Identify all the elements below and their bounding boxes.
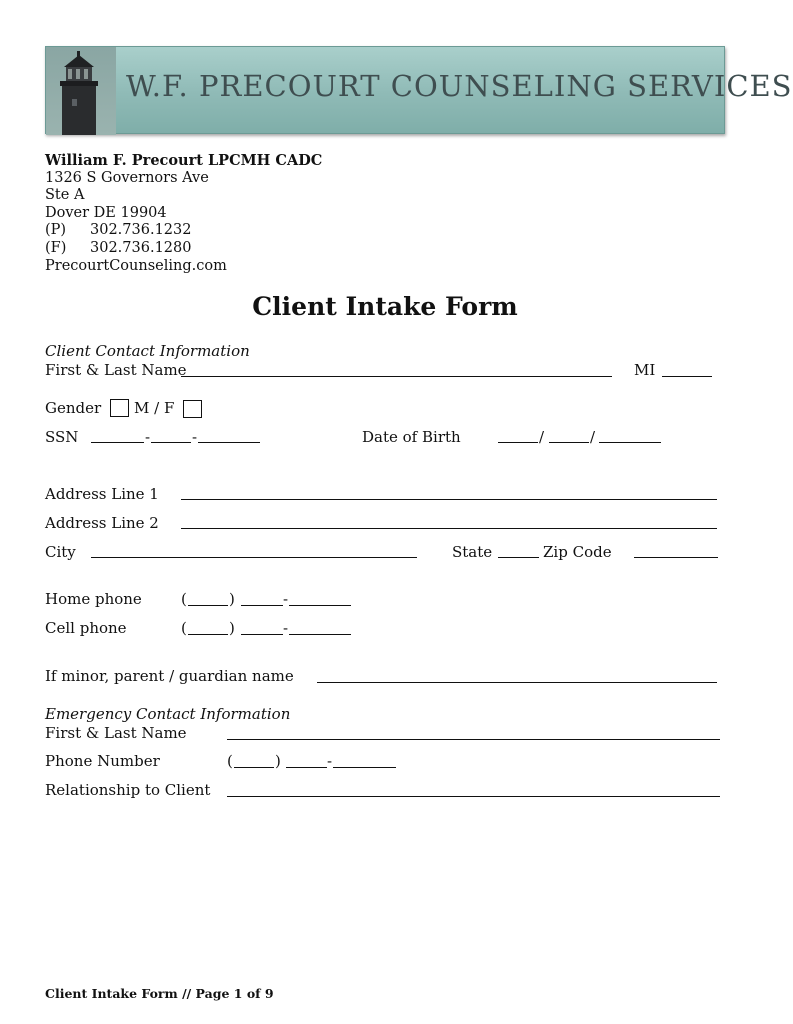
guardian-name-field[interactable] [317,682,717,683]
dob-label: Date of Birth [362,428,461,446]
client-name-label: First & Last Name [45,361,187,379]
phone-number: 302.736.1232 [90,222,192,239]
banner-title: W.F. PRECOURT COUNSELING SERVICES [126,69,793,103]
phone-dash: - [327,752,333,770]
relationship-field[interactable] [227,796,720,797]
dob-month-field[interactable] [498,442,538,443]
relationship-label: Relationship to Client [45,781,211,799]
emergency-phone-area-field[interactable] [234,767,274,768]
phone-dash: - [283,619,289,637]
phone-paren-open: ( [227,752,233,770]
mi-label: MI [634,361,656,379]
cell-phone-label: Cell phone [45,619,127,637]
zip-field[interactable] [634,557,718,558]
home-phone-area-field[interactable] [188,605,228,606]
phone-paren-close: ) [229,590,235,608]
ssn-label: SSN [45,428,79,446]
website: PrecourtCounseling.com [45,257,227,274]
address2-field[interactable] [181,528,717,529]
fax-number: 302.736.1280 [90,239,192,256]
mi-field[interactable] [662,376,712,377]
emergency-name-field[interactable] [227,739,720,740]
gender-options-label: M / F [134,399,175,417]
home-phone-label: Home phone [45,590,142,608]
client-section-heading: Client Contact Information [45,342,250,360]
ssn-field-part2[interactable] [151,442,191,443]
header-banner [45,46,793,134]
city-label: City [45,543,76,561]
address1-field[interactable] [181,499,717,500]
emergency-phone-line-field[interactable] [333,767,396,768]
emergency-phone-prefix-field[interactable] [286,767,327,768]
lighthouse-icon [50,51,108,135]
ssn-field-part1[interactable] [91,442,144,443]
home-phone-prefix-field[interactable] [241,605,283,606]
address-city: Dover DE 19904 [45,204,167,221]
provider-address [45,152,322,275]
phone-paren-close: ) [275,752,281,770]
page-footer: Client Intake Form // Page 1 of 9 [45,986,274,1001]
ssn-field-part3[interactable] [198,442,260,443]
phone-paren-open: ( [181,590,187,608]
cell-phone-line-field[interactable] [289,634,351,635]
dob-separator: / [539,428,545,446]
gender-male-checkbox[interactable] [110,399,129,417]
dob-year-field[interactable] [599,442,661,443]
emergency-section-heading: Emergency Contact Information [45,705,291,723]
address-line-1: 1326 S Governors Ave [45,169,209,186]
gender-label: Gender [45,399,102,417]
city-field[interactable] [91,557,417,558]
dob-separator: / [590,428,596,446]
phone-paren-open: ( [181,619,187,637]
state-field[interactable] [498,557,539,558]
address-line-2: Ste A [45,187,85,204]
provider-name: William F. Precourt LPCMH CADC [45,152,323,169]
ssn-separator: - [145,428,151,446]
home-phone-line-field[interactable] [289,605,351,606]
phone-row [45,222,322,240]
state-label: State [452,543,493,561]
address1-label: Address Line 1 [45,485,159,503]
dob-day-field[interactable] [549,442,589,443]
phone-label: (P) [45,222,67,239]
emergency-name-label: First & Last Name [45,724,187,742]
client-name-field[interactable] [181,376,612,377]
cell-phone-area-field[interactable] [188,634,228,635]
zip-label: Zip Code [543,543,612,561]
address2-label: Address Line 2 [45,514,159,532]
phone-paren-close: ) [229,619,235,637]
page-title: Client Intake Form [252,292,518,321]
gender-female-checkbox[interactable] [183,400,202,418]
emergency-phone-label: Phone Number [45,752,160,770]
ssn-separator: - [192,428,198,446]
guardian-label: If minor, parent / guardian name [45,667,294,685]
cell-phone-prefix-field[interactable] [241,634,283,635]
fax-label: (F) [45,239,67,256]
phone-dash: - [283,590,289,608]
fax-row [45,240,322,258]
